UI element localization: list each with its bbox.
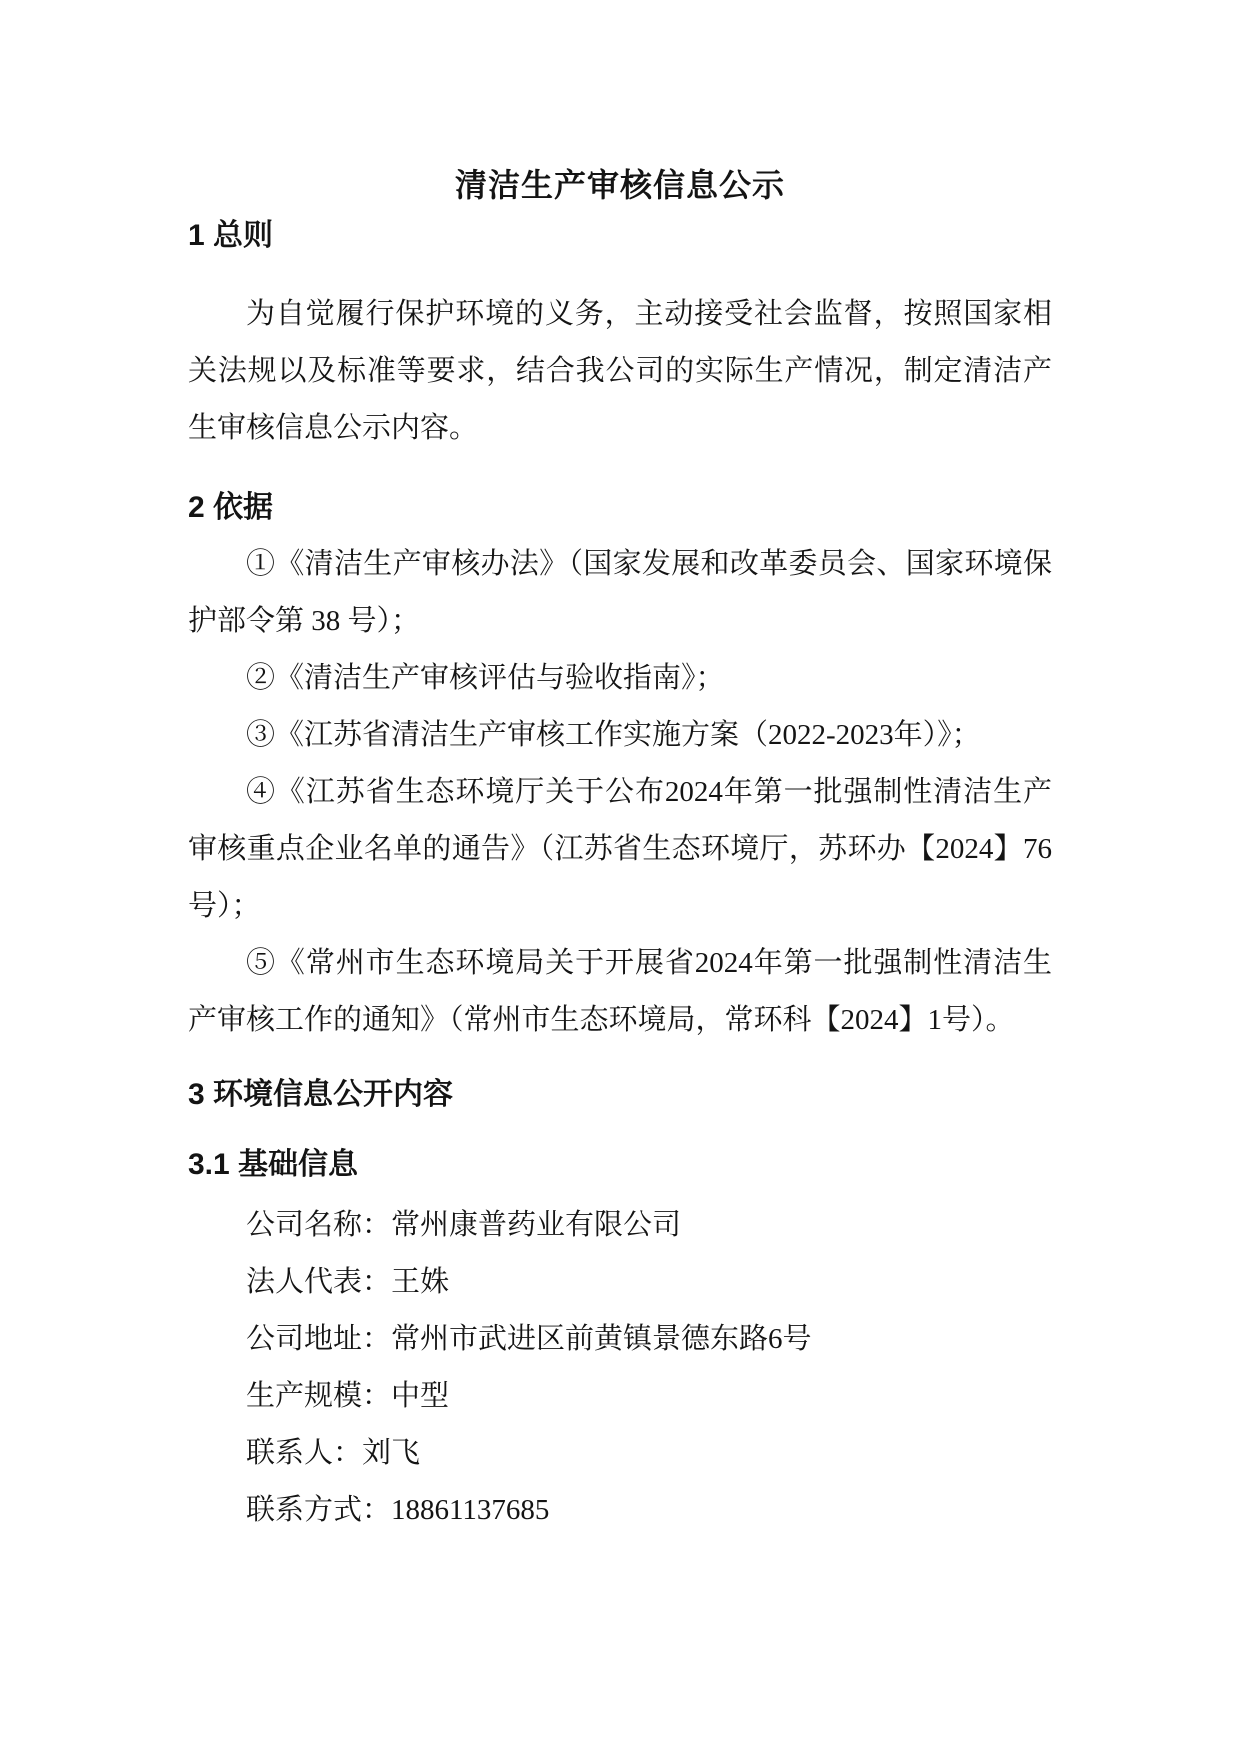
reference-item-4: ④《江苏省生态环境厅关于公布2024年第一批强制性清洁生产审核重点企业名单的通告》（江苏省生态环境厅，苏环办【2024】76号）；	[188, 776, 1052, 922]
section-heading-basis: 2 依据	[188, 491, 274, 524]
reference-item-3: ③《江苏省清洁生产审核工作实施方案（2022-2023年）》；	[246, 719, 981, 751]
info-line-production-scale: 生产规模：中型	[246, 1380, 450, 1412]
reference-item-1: ①《清洁生产审核办法》（国家发展和改革委员会、国家环境保护部令第 38 号）；	[188, 548, 1052, 637]
basic-info-list	[188, 1197, 1052, 1539]
reference-item-2: ②《清洁生产审核评估与验收指南》；	[246, 662, 725, 694]
info-line-contact-person: 联系人：刘飞	[246, 1437, 421, 1469]
document-title: 清洁生产审核信息公示	[454, 167, 785, 203]
info-line-legal-representative: 法人代表：王姝	[246, 1266, 450, 1298]
subsection-heading-basic-info: 3.1 基础信息	[188, 1148, 359, 1181]
section-heading-general-rules: 1 总则	[188, 219, 274, 252]
reference-item-5: ⑤《常州市生态环境局关于开展省2024年第一批强制性清洁生产审核工作的通知》（常州市生态环境局，常环科【2024】1号）。	[188, 947, 1052, 1036]
general-rules-paragraph: 为自觉履行保护环境的义务，主动接受社会监督，按照国家相关法规以及标准等要求，结合我公司的实际生产情况，制定清洁产生审核信息公示内容。	[188, 298, 1052, 444]
section-heading-environment-info: 3 环境信息公开内容	[188, 1078, 454, 1111]
info-line-company-address: 公司地址：常州市武进区前黄镇景德东路6号	[246, 1323, 812, 1355]
info-line-contact-phone: 联系方式：18861137685	[246, 1494, 550, 1526]
info-line-company-name: 公司名称：常州康普药业有限公司	[246, 1209, 682, 1241]
